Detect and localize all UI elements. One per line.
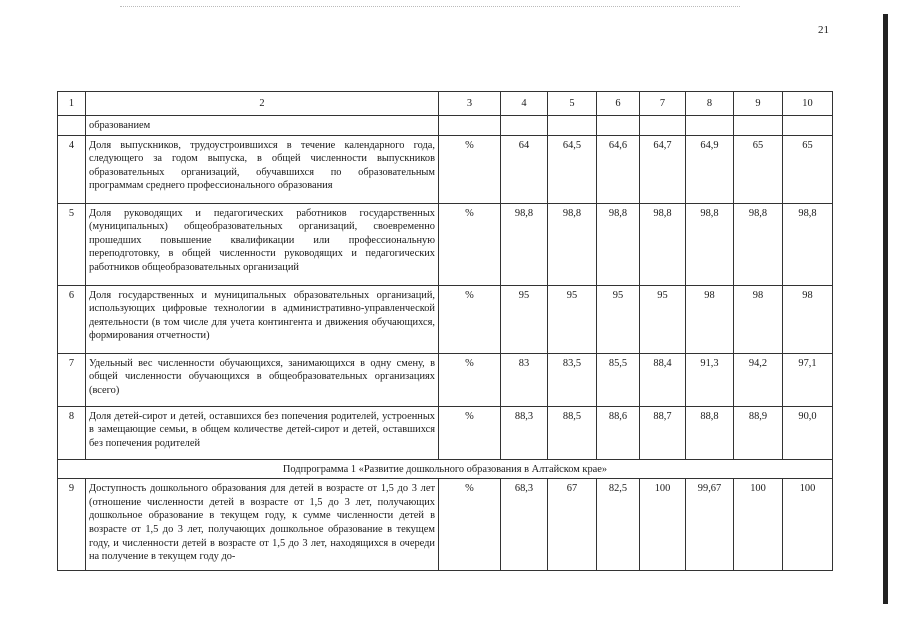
value-cell — [439, 116, 501, 136]
row-description: Доступность дошкольного образования для детей в возрасте от 1,5 до 3 лет (отношение численности детей в возрасте от 1,5 до 3 лет, получающих дошкольное образование в текущем году, к сумме численности детей в возрасте от 1,5 до 3 лет, получающих дошкольное образование в текущем году, и численности детей в возрасте от 1,5 до 3 лет, находящихся в очереди на получение в текущем году до- — [86, 479, 439, 571]
row-description: Доля руководящих и педагогических работников государственных (муниципальных) общеобразовательных организаций, своевременно прошедших повышение квалификации или профессиональную переподготовку, в общей численности руководящих и педагогических работников общеобразовательных организаций — [86, 203, 439, 285]
table-row — [58, 353, 833, 406]
value-cell — [597, 116, 640, 136]
row-description: Доля детей-сирот и детей, оставшихся без попечения родителей, устроенных в замещающие семьи, в общем количестве детей-сирот и детей, оставшихся без попечения родителей — [86, 406, 439, 459]
row-value: 100 — [640, 479, 686, 571]
header-cell: 5 — [548, 92, 597, 116]
row-value: 88,3 — [501, 406, 548, 459]
header-cell: 8 — [686, 92, 734, 116]
table-row — [58, 203, 833, 285]
row-value: 99,67 — [686, 479, 734, 571]
table-row — [58, 285, 833, 353]
header-cell: 9 — [734, 92, 783, 116]
row-value: 88,9 — [734, 406, 783, 459]
section-row — [58, 459, 833, 479]
page-number: 21 — [818, 24, 829, 36]
value-cell — [686, 116, 734, 136]
indicators-table — [57, 91, 833, 571]
row-value: 64 — [501, 135, 548, 203]
table-row — [58, 406, 833, 459]
header-row — [58, 92, 833, 116]
value-cell — [548, 116, 597, 136]
row-value: 95 — [640, 285, 686, 353]
row-value: 88,8 — [686, 406, 734, 459]
row-value: 98 — [686, 285, 734, 353]
row-unit: % — [439, 285, 501, 353]
row-value: 95 — [548, 285, 597, 353]
row-value: 100 — [783, 479, 833, 571]
value-cell — [783, 116, 833, 136]
row-description: Доля государственных и муниципальных образовательных организаций, использующих цифровые технологии в административно-управленческой деятельности (в том числе для учета контингента и движения обучающихся, формирования отчетности) — [86, 285, 439, 353]
row-value: 90,0 — [783, 406, 833, 459]
section-title: Подпрограмма 1 «Развитие дошкольного образования в Алтайском крае» — [58, 459, 833, 479]
row-description: Удельный вес численности обучающихся, занимающихся в одну смену, в общей численности обучающихся в общеобразовательных организациях (всего) — [86, 353, 439, 406]
row-value: 98,8 — [501, 203, 548, 285]
table-row — [58, 135, 833, 203]
row-value: 94,2 — [734, 353, 783, 406]
header-cell: 2 — [86, 92, 439, 116]
row-value: 83 — [501, 353, 548, 406]
row-value: 88,5 — [548, 406, 597, 459]
row-unit: % — [439, 135, 501, 203]
row-value: 97,1 — [783, 353, 833, 406]
scan-artifact — [120, 6, 740, 9]
row-number: 5 — [58, 203, 86, 285]
table-row — [58, 479, 833, 571]
value-cell — [640, 116, 686, 136]
row-number: 9 — [58, 479, 86, 571]
row-number: 6 — [58, 285, 86, 353]
row-value: 95 — [597, 285, 640, 353]
row-value: 98 — [734, 285, 783, 353]
header-cell: 3 — [439, 92, 501, 116]
row-number-cell — [58, 116, 86, 136]
row-number: 4 — [58, 135, 86, 203]
row-number: 7 — [58, 353, 86, 406]
row-description: Доля выпускников, трудоустроившихся в течение календарного года, следующего за годом выпуска, в общей численности выпускников образовательных организаций, обучавшихся по образовательным программам среднего профессионального образования — [86, 135, 439, 203]
row-value: 85,5 — [597, 353, 640, 406]
row-unit: % — [439, 353, 501, 406]
header-cell: 6 — [597, 92, 640, 116]
row-value: 64,6 — [597, 135, 640, 203]
row-value: 65 — [734, 135, 783, 203]
row-value: 98,8 — [597, 203, 640, 285]
row-number: 8 — [58, 406, 86, 459]
row-value: 82,5 — [597, 479, 640, 571]
row-value: 95 — [501, 285, 548, 353]
row-value: 64,7 — [640, 135, 686, 203]
row-value: 88,4 — [640, 353, 686, 406]
row-value: 91,3 — [686, 353, 734, 406]
row-value: 83,5 — [548, 353, 597, 406]
row-value: 68,3 — [501, 479, 548, 571]
row-unit: % — [439, 406, 501, 459]
value-cell — [734, 116, 783, 136]
row-value: 88,6 — [597, 406, 640, 459]
row-value: 98,8 — [734, 203, 783, 285]
row-value: 88,7 — [640, 406, 686, 459]
value-cell — [501, 116, 548, 136]
header-cell: 7 — [640, 92, 686, 116]
scan-edge-bar — [883, 14, 888, 604]
header-cell: 10 — [783, 92, 833, 116]
row-value: 98,8 — [548, 203, 597, 285]
row-value: 64,9 — [686, 135, 734, 203]
row-value: 98,8 — [783, 203, 833, 285]
row-value: 64,5 — [548, 135, 597, 203]
row-value: 98,8 — [640, 203, 686, 285]
row-description: образованием — [86, 116, 439, 136]
header-cell: 1 — [58, 92, 86, 116]
row-value: 98,8 — [686, 203, 734, 285]
row-value: 65 — [783, 135, 833, 203]
row-value: 67 — [548, 479, 597, 571]
continuation-row — [58, 116, 833, 136]
row-unit: % — [439, 479, 501, 571]
row-value: 100 — [734, 479, 783, 571]
row-value: 98 — [783, 285, 833, 353]
header-cell: 4 — [501, 92, 548, 116]
row-unit: % — [439, 203, 501, 285]
